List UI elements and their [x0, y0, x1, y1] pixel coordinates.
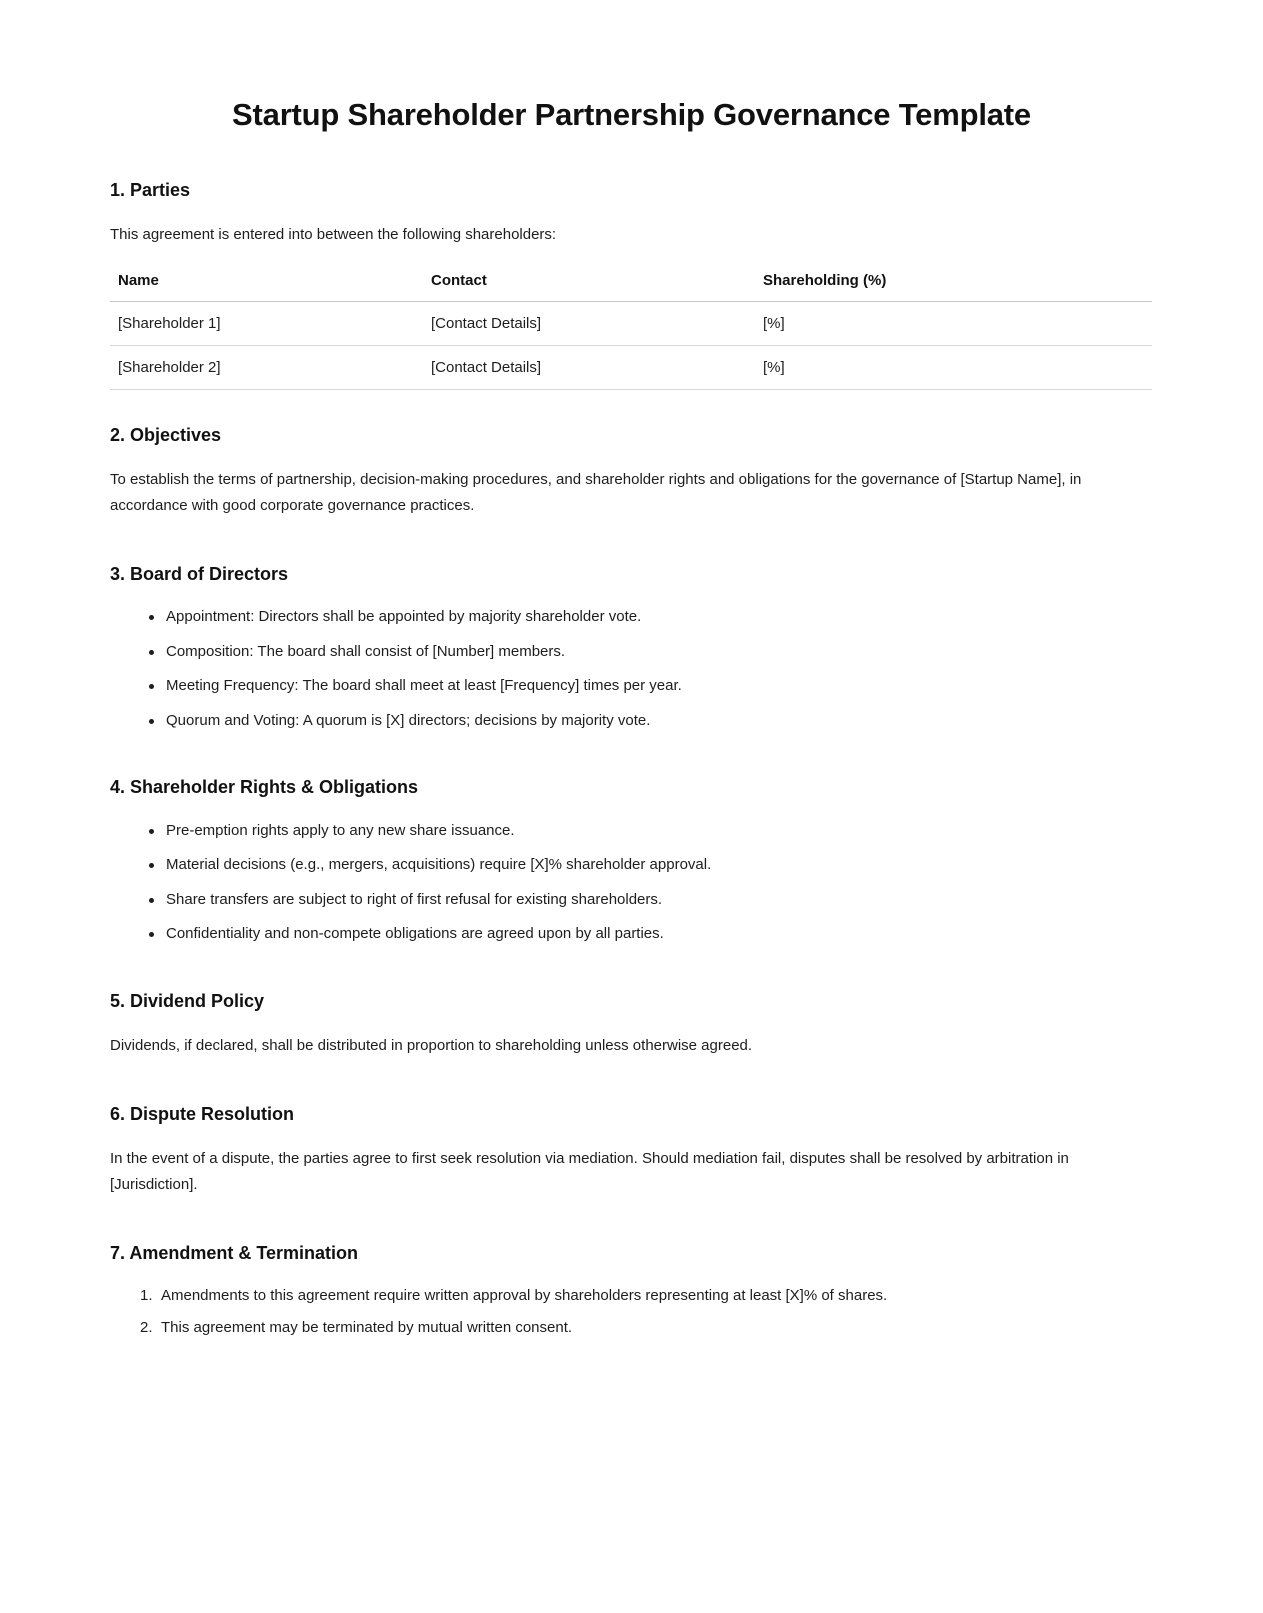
- cell-name: [Shareholder 2]: [110, 345, 423, 389]
- section-heading-parties: 1. Parties: [110, 179, 191, 200]
- cell-name: [Shareholder 1]: [110, 301, 423, 345]
- shareholders-table: [110, 266, 1152, 390]
- section-heading-amendment: 7. Amendment & Termination: [110, 1242, 359, 1263]
- cell-contact: [Contact Details]: [423, 345, 755, 389]
- list-item: Amendments to this agreement require written approval by shareholders representing at least [X]% of shares.: [161, 1287, 888, 1305]
- section-board-of-directors: [110, 563, 1153, 732]
- list-item: Material decisions (e.g., mergers, acquisitions) require [X]% shareholder approval.: [149, 854, 1153, 877]
- section-heading-objectives: 2. Objectives: [110, 424, 222, 445]
- dividend-body-text: Dividends, if declared, shall be distributed in proportion to shareholding unless otherwise agreed.: [110, 1037, 753, 1055]
- list-item: Pre-emption rights apply to any new share issuance.: [149, 820, 1153, 843]
- list-item: Confidentiality and non-compete obligations are agreed upon by all parties.: [149, 923, 1153, 946]
- list-item: Share transfers are subject to right of first refusal for existing shareholders.: [149, 889, 1153, 912]
- table-body: [110, 301, 1152, 389]
- list-item: Meeting Frequency: The board shall meet at least [Frequency] times per year.: [149, 675, 1153, 698]
- parties-intro-text: This agreement is entered into between the following shareholders:: [110, 226, 557, 244]
- page-title: Startup Shareholder Partnership Governance Template: [232, 97, 1031, 132]
- column-header-name: Name: [110, 266, 423, 302]
- table-row: [110, 345, 1152, 389]
- section-heading-rights: 4. Shareholder Rights & Obligations: [110, 777, 419, 798]
- section-shareholder-rights: [110, 776, 1153, 945]
- section-heading-board: 3. Board of Directors: [110, 563, 289, 584]
- list-item: Quorum and Voting: A quorum is [X] directors; decisions by majority vote.: [149, 710, 1153, 733]
- cell-shareholding: [%]: [755, 345, 1152, 389]
- objectives-body-text: To establish the terms of partnership, decision-making procedures, and shareholder rights and obligations for the governance of [Startup Name], in accordance with good corporate governance practices.: [110, 471, 1082, 515]
- table-header: [110, 266, 1152, 302]
- section-heading-dispute: 6. Dispute Resolution: [110, 1103, 295, 1124]
- section-amendment-termination: [110, 1242, 1153, 1339]
- cell-shareholding: [%]: [755, 301, 1152, 345]
- table-header-row: [110, 266, 1152, 302]
- section-dividend-policy: [110, 990, 1153, 1059]
- amendment-numbered-list: [110, 1285, 1153, 1339]
- section-objectives: [110, 424, 1153, 519]
- rights-bullet-list: [110, 820, 1153, 946]
- cell-contact: [Contact Details]: [423, 301, 755, 345]
- board-bullet-list: [110, 606, 1153, 732]
- column-header-contact: Contact: [423, 266, 755, 302]
- section-parties: [110, 179, 1153, 390]
- list-item: This agreement may be terminated by mutual written consent.: [161, 1318, 573, 1336]
- dispute-body-text: In the event of a dispute, the parties agree to first seek resolution via mediation. Should mediation fail, disputes shall be resolved by arbitration in [Jurisdiction].: [110, 1150, 1069, 1194]
- section-heading-dividend: 5. Dividend Policy: [110, 990, 265, 1011]
- list-item: Appointment: Directors shall be appointed by majority shareholder vote.: [149, 606, 1153, 629]
- column-header-shareholding: Shareholding (%): [755, 266, 1152, 302]
- section-dispute-resolution: [110, 1103, 1153, 1198]
- list-item: Composition: The board shall consist of [Number] members.: [149, 641, 1153, 664]
- table-row: [110, 301, 1152, 345]
